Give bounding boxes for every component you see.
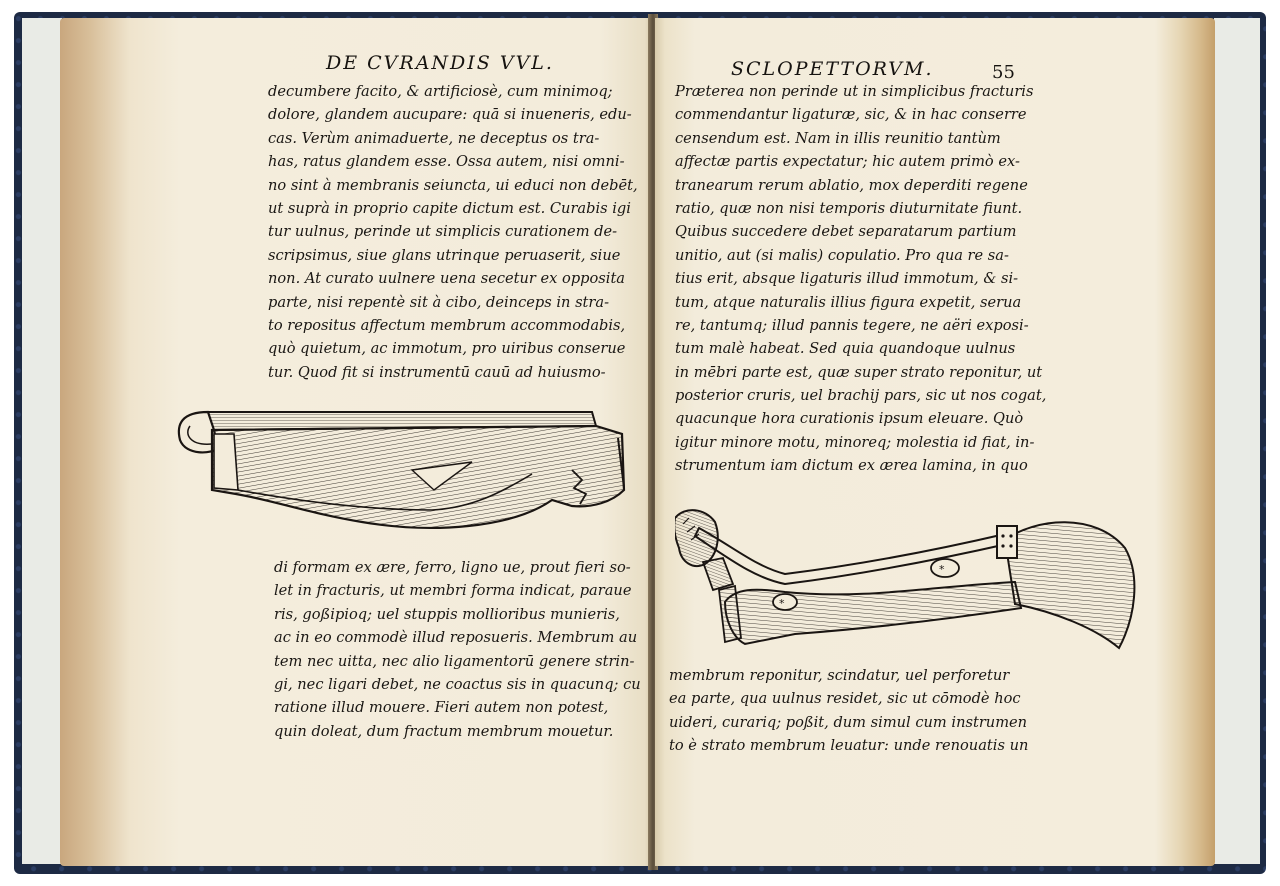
text-line: ratio, quæ non nisi temporis diuturnitate fiunt. bbox=[675, 199, 1023, 217]
text-line: in mēbri parte est, quæ super strato reponitur, ut bbox=[675, 363, 1043, 381]
left-running-head: DE CVRANDIS VVL. bbox=[326, 52, 554, 74]
text-line: to è strato membrum leuatur: unde renouatis un bbox=[669, 737, 1029, 755]
text-line: ratione illud mouere. Fieri autem non potest, bbox=[274, 699, 609, 717]
right-text-top bbox=[675, 80, 1046, 478]
text-line: to repositus affectum membrum accommodabis, bbox=[268, 316, 626, 334]
left-page bbox=[60, 18, 652, 866]
text-line: affectæ partis expectatur; hic autem primò ex- bbox=[675, 153, 1020, 171]
svg-text:*: * bbox=[779, 597, 785, 610]
text-line: ea parte, qua uulnus residet, sic ut cōmodè hoc bbox=[669, 690, 1021, 708]
right-flyleaf bbox=[1214, 18, 1260, 864]
text-line: tur uulnus, perinde ut simplicis curationem de- bbox=[268, 223, 618, 241]
text-line: ac in eo commodè illud reposueris. Membrum au bbox=[274, 629, 638, 647]
text-line: membrum reponitur, scindatur, uel perforetur bbox=[669, 667, 1010, 684]
text-line: tranearum rerum ablatio, mox deperditi regene bbox=[675, 176, 1028, 194]
text-line: tur. Quod fit si instrumentū cauū ad huiusmo- bbox=[268, 363, 606, 381]
text-line: strumentum iam dictum ex ærea lamina, in quo bbox=[675, 457, 1028, 475]
text-line: Quibus succedere debet separatarum partium bbox=[675, 223, 1017, 241]
text-line: scripsimus, siue glans utrinque peruaserit, siue bbox=[268, 246, 621, 264]
text-line: quin doleat, dum fractum membrum mouetur. bbox=[274, 722, 614, 740]
text-line: let in fracturis, ut membri forma indicat, paraue bbox=[274, 582, 632, 600]
text-line: uideri, curariq; poßit, dum simul cum instrumen bbox=[669, 713, 1028, 731]
right-text-bottom bbox=[669, 664, 1028, 758]
page-number: 55 bbox=[992, 62, 1015, 83]
text-line: parte, nisi repentè sit à cibo, deinceps in stra- bbox=[268, 293, 610, 311]
text-line: re, tantumq; illud pannis tegere, ne aëri exposi- bbox=[675, 316, 1029, 334]
splint-woodcut-icon bbox=[172, 390, 642, 540]
text-line: unitio, aut (si malis) copulatio. Pro qua re sa- bbox=[675, 246, 1009, 264]
text-line: censendum est. Nam in illis reunitio tantùm bbox=[675, 129, 1001, 147]
left-flyleaf bbox=[22, 18, 62, 864]
svg-text:*: * bbox=[939, 563, 945, 576]
right-running-head: SCLOPETTORVM. bbox=[731, 58, 934, 80]
text-line: di formam ex ære, ferro, ligno ue, prout fieri so- bbox=[274, 559, 631, 576]
left-text-top bbox=[268, 80, 638, 384]
text-line: igitur minore motu, minoreq; molestia id fiat, in- bbox=[675, 433, 1035, 451]
text-line: commendantur ligaturæ, sic, & in hac conserre bbox=[675, 106, 1027, 124]
text-line: quacunque hora curationis ipsum eleuare. Quò bbox=[675, 410, 1024, 428]
text-line: tum, atque naturalis illius figura expetit, serua bbox=[675, 293, 1022, 311]
left-text-bottom bbox=[274, 556, 641, 743]
text-line: posterior cruris, uel brachij pars, sic ut nos cogat, bbox=[675, 387, 1047, 405]
text-line: no sint à membranis seiuncta, ui educi non debēt, bbox=[268, 176, 638, 194]
text-line: tum malè habeat. Sed quia quandoque uulnus bbox=[675, 340, 1016, 358]
text-line: Præterea non perinde ut in simplicibus fracturis bbox=[675, 83, 1034, 100]
text-line: has, ratus glandem esse. Ossa autem, nisi omni- bbox=[268, 153, 625, 171]
text-line: dolore, glandem aucupare: quā si inueneris, edu- bbox=[268, 106, 632, 124]
text-line: gi, nec ligari debet, ne coactus sis in quacunq; cu bbox=[274, 675, 641, 693]
arm-splint-woodcut-icon bbox=[675, 488, 1145, 658]
text-line: tius erit, absque ligaturis illud immotum, & si- bbox=[675, 270, 1019, 288]
text-line: quò quietum, ac immotum, pro uiribus conserue bbox=[268, 340, 626, 358]
right-page bbox=[655, 18, 1215, 866]
text-line: ris, goßipioq; uel stuppis mollioribus munieris, bbox=[274, 605, 620, 623]
text-line: cas. Verùm animaduerte, ne deceptus os tra- bbox=[268, 129, 600, 147]
text-line: decumbere facito, & artificiosè, cum minimoq; bbox=[268, 83, 613, 100]
text-line: ut suprà in proprio capite dictum est. Curabis igi bbox=[268, 199, 631, 217]
text-line: tem nec uitta, nec alio ligamentorū genere strin- bbox=[274, 652, 635, 670]
text-line: non. At curato uulnere uena secetur ex opposita bbox=[268, 270, 626, 288]
